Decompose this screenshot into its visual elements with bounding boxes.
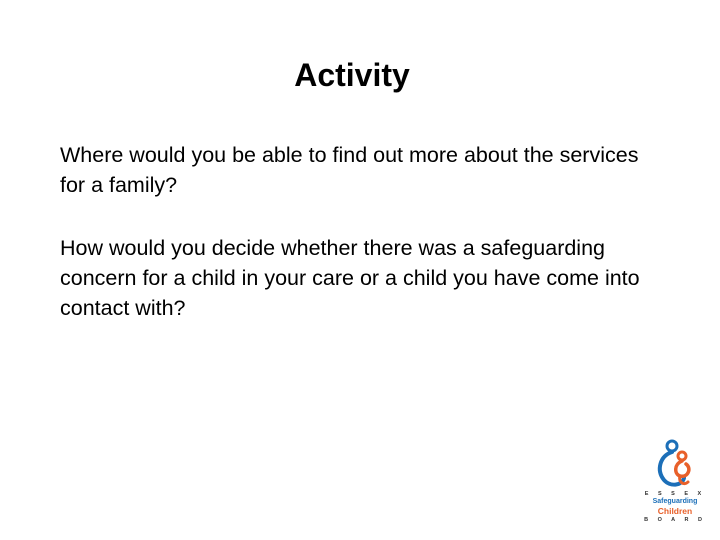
logo-board-text: B O A R D xyxy=(644,517,706,523)
slide-title: Activity xyxy=(294,57,410,93)
logo-essex-text: E S S E X xyxy=(644,491,706,497)
essex-safeguarding-logo xyxy=(636,438,714,530)
logo-safeguarding-text: Safeguarding xyxy=(652,498,698,505)
logo-children-text: Children xyxy=(657,506,693,516)
question-services: Where would you be able to find out more about the services for a family? xyxy=(60,143,639,197)
family-figures-icon xyxy=(650,438,702,490)
question-safeguarding: How would you decide whether there was a safeguarding concern for a child in your care or a child you have come into contact with? xyxy=(60,236,640,320)
